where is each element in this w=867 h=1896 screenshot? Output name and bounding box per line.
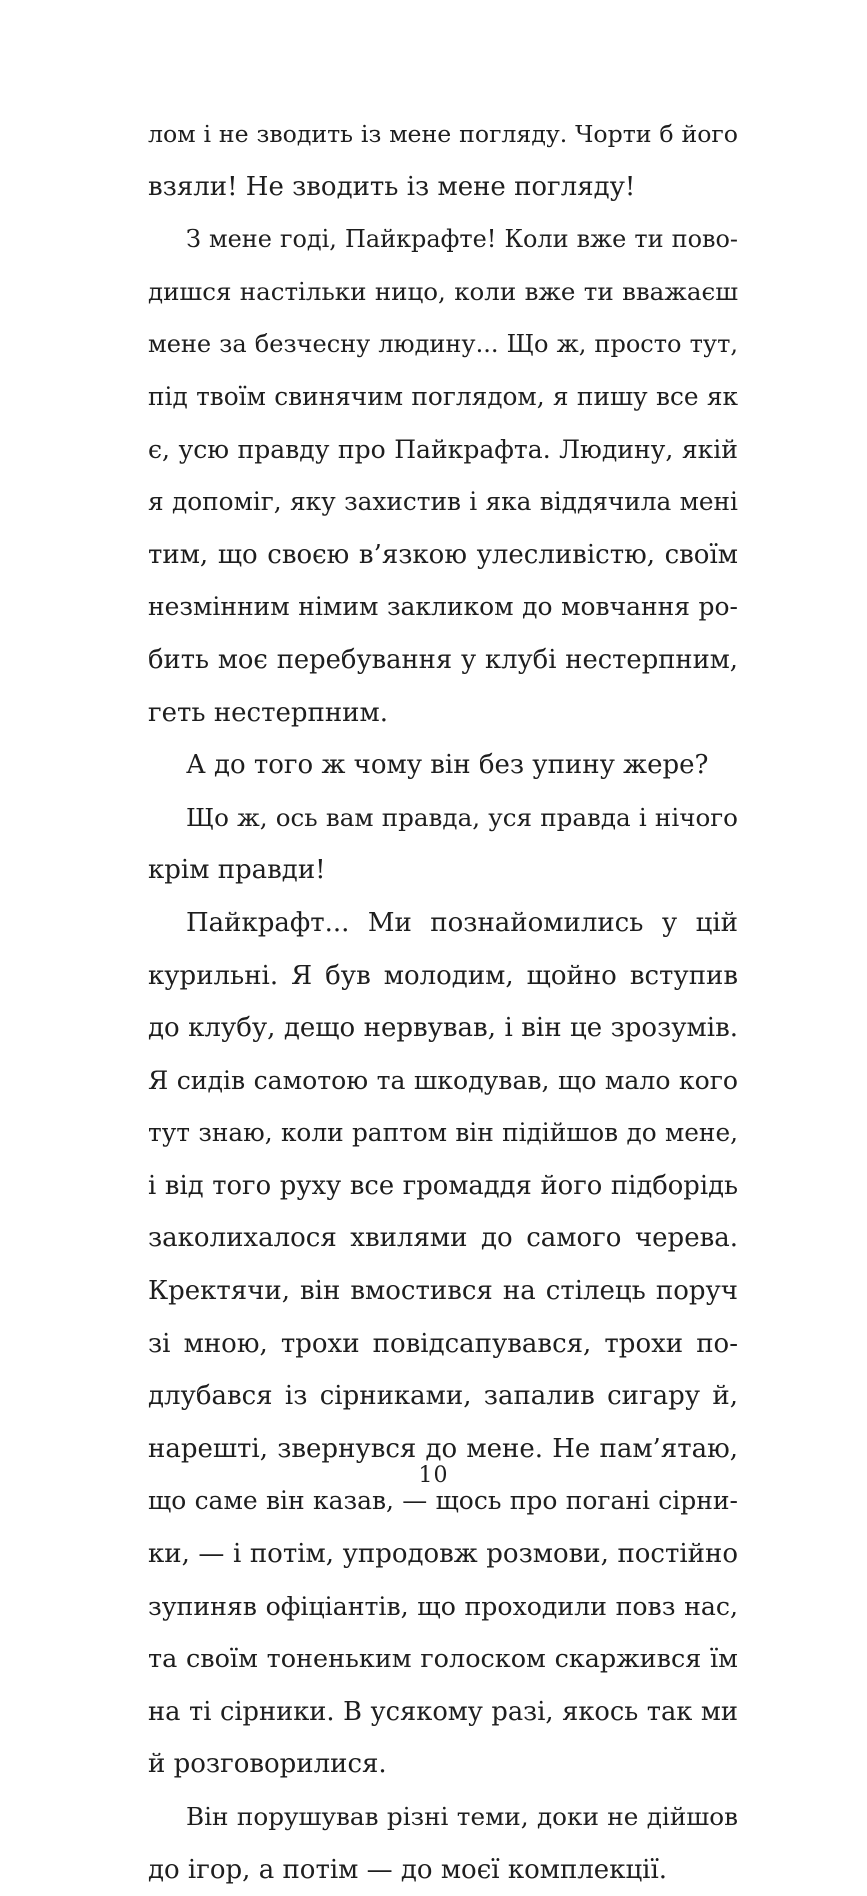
text-line: заколихалося хвилями до самого черева. — [148, 1223, 738, 1254]
text-line: незмінним німим закликом до мовчання ро- — [148, 592, 738, 622]
page-number: 10 — [418, 1463, 449, 1488]
text-line: Я сидів самотою та шкодував, що мало кого — [148, 1065, 738, 1095]
text-line: лом і не зводить із мене погляду. Чорти б його — [148, 120, 738, 148]
text-line: длубався із сірниками, запалив сигару й, — [148, 1381, 738, 1412]
text-line: я допоміг, яку захистив і яка віддячила мені — [148, 487, 738, 517]
body-text — [148, 108, 738, 1896]
text-line: геть нестерпним. — [148, 697, 388, 728]
text-line: на ті сірники. В усякому разі, якось так ми — [148, 1696, 738, 1727]
text-line: зі мною, трохи повідсапувався, трохи по- — [148, 1328, 738, 1359]
text-line: під твоїм свинячим поглядом, я пишу все як — [148, 381, 738, 411]
text-line: тим, що своєю в’язкою улесливістю, своїм — [148, 539, 738, 570]
text-line: що саме він казав, — щось про погані сірни- — [148, 1486, 738, 1516]
text-line: нарешті, звернувся до мене. Не пам’ятаю, — [148, 1433, 738, 1464]
text-line: і від того руху все громаддя його підборідь — [148, 1170, 738, 1201]
text-line: мене за безчесну людину... Що ж, просто тут, — [148, 330, 738, 359]
text-line: Пайкрафт... Ми познайомились у цій — [186, 907, 738, 938]
text-line: тут знаю, коли раптом він підійшов до мене, — [148, 1118, 738, 1148]
text-line: бить моє перебування у клубі нестерпним, — [148, 644, 738, 675]
text-line: Кректячи, він вмостився на стілець поруч — [148, 1276, 738, 1307]
text-line: до клубу, дещо нервував, і він це зрозумів. — [148, 1013, 738, 1044]
text-line: дишся настільки ницо, коли вже ти вважаєш — [148, 276, 738, 306]
text-line: З мене годі, Пайкрафте! Коли вже ти пово- — [186, 225, 738, 254]
text-line: взяли! Не зводить із мене погляду! — [148, 171, 636, 202]
text-line: до ігор, а потім — до моєї комплекції. — [148, 1854, 668, 1885]
text-line: А до того ж чому він без упину жере? — [186, 750, 709, 781]
text-line: крім правди! — [148, 855, 326, 886]
text-line: є, усю правду про Пайкрафта. Людину, якій — [148, 434, 738, 464]
text-line: зупиняв офіціантів, що проходили повз нас, — [148, 1591, 738, 1621]
text-line: курильні. Я був молодим, щойно вступив — [148, 960, 738, 991]
text-line: ки, — і потім, упродовж розмови, постійно — [148, 1539, 738, 1570]
text-line: Він порушував різні теми, доки не дійшов — [186, 1802, 738, 1831]
text-line: Що ж, ось вам правда, уся правда і нічого — [186, 802, 738, 832]
text-line: та своїм тоненьким голоском скаржився їм — [148, 1644, 738, 1675]
text-line: й розговорилися. — [148, 1749, 387, 1780]
